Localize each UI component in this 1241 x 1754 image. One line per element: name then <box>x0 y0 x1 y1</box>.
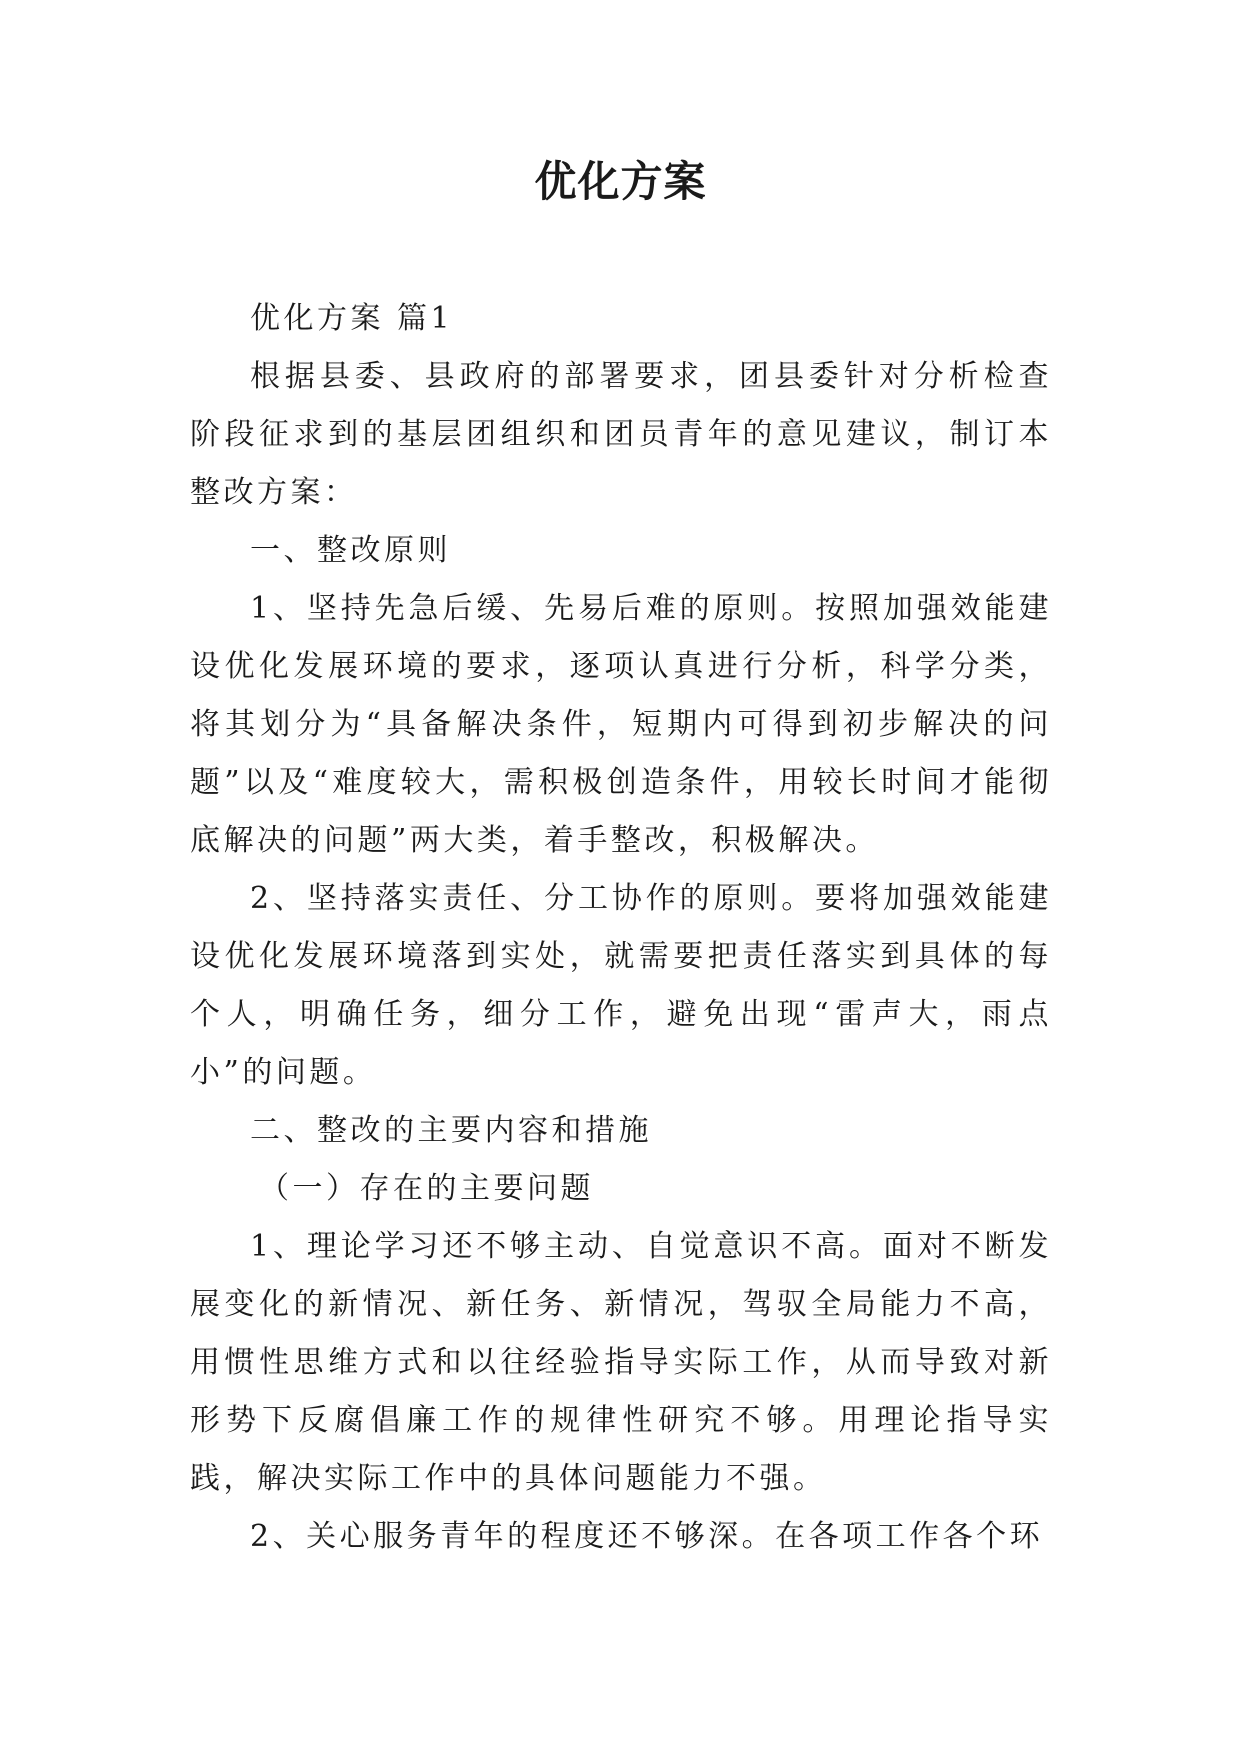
intro-paragraph: 根据县委、县政府的部署要求，团县委针对分析检查阶段征求到的基层团组织和团员青年的意见建议，制订本整改方案： <box>190 359 1052 510</box>
principle-paragraph-2: 2、坚持落实责任、分工协作的原则。要将加强效能建设优化发展环境落到实处，就需要把责任落实到具体的每个人，明确任务，细分工作，避免出现“雷声大，雨点小”的问题。 <box>190 881 1052 1090</box>
document-title: 优化方案 <box>534 157 707 206</box>
subsection-heading-problems: （一）存在的主要问题 <box>259 1171 594 1206</box>
principle-paragraph-1: 1、坚持先急后缓、先易后难的原则。按照加强效能建设优化发展环境的要求，逐项认真进行分析，科学分类，将其划分为“具备解决条件，短期内可得到初步解决的问题”以及“难度较大，需积极创造条件，用较长时间才能彻底解决的问题”两大类，着手整改，积极解决。 <box>190 591 1052 858</box>
section-label: 优化方案 篇1 <box>250 301 454 336</box>
problem-paragraph-1: 1、理论学习还不够主动、自觉意识不高。面对不断发展变化的新情况、新任务、新情况，驾驭全局能力不高，用惯性思维方式和以往经验指导实际工作，从而导致对新形势下反腐倡廉工作的规律性研究不够。用理论指导实践，解决实际工作中的具体问题能力不强。 <box>190 1229 1052 1496</box>
section-heading-principles: 一、整改原则 <box>250 533 451 568</box>
problem-paragraph-2: 2、关心服务青年的程度还不够深。在各项工作各个环 <box>250 1519 1044 1554</box>
section-heading-measures: 二、整改的主要内容和措施 <box>250 1113 652 1148</box>
document-body <box>190 290 1052 1566</box>
